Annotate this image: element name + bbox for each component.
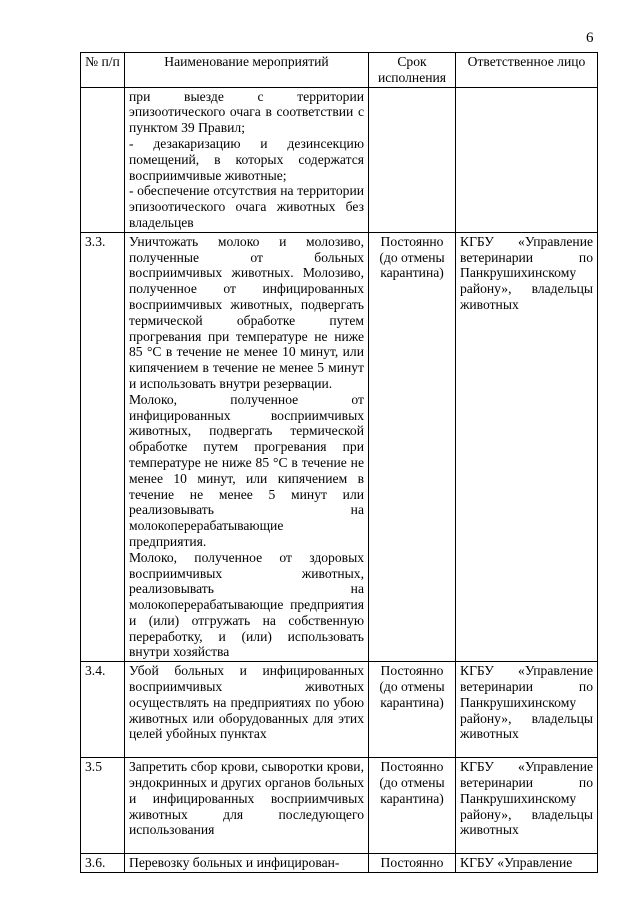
measure-paragraph: Молоко, полученное от здоровых восприимчивых животных, реализовывать на молокоперерабатывающие предприятия и (или) отгружать на собственную переработку, и (или) использовать внутри хозяйства [129,549,364,660]
measure-paragraph: Убой больных и инфицированных восприимчивых животных осуществлять на предприятиях по убою животных или оборудованных для этих целей убойных пунктах [129,663,364,742]
header-number: № п/п [81,53,125,88]
measure-paragraph: - обеспечение отсутствия на территории эпизоотического очага животных без владельцев [129,183,364,230]
measure-cell [125,854,369,873]
measure-paragraph: Уничтожать молоко и молозиво, полученные от больных восприимчивых животных. Молозиво, полученное от инфицированных восприимчивых животных, подвергать термической обработке путем прогревания при температуре не ниже 85 °С в течение не менее 10 минут, или кипячением в течение не менее 5 минут и использовать внутри резервации. [129,233,364,391]
table-header-row [81,53,598,88]
responsible-cell [456,87,598,232]
header-responsible: Ответственное лицо [456,53,598,88]
page-number: 6 [586,30,594,46]
measures-table [80,52,598,873]
header-name: Наименование мероприятий [125,53,369,88]
measure-paragraph: Молоко, полученное от инфицированных восприимчивых животных, подвергать термической обработке путем прогревания при температуре не ниже 85 °С в течение не менее 10 минут, или кипячением в течение не менее 5 минут или реализовывать на молокоперерабатывающие предприятия. [129,391,364,549]
header-term: Срок исполнения [369,53,456,88]
table-row [81,758,598,854]
table-row [81,854,598,873]
row-number: 3.4. [81,662,125,758]
table-row [81,232,598,662]
measure-paragraph: Запретить сбор крови, сыворотки крови, эндокринных и других органов больных и инфицированных восприимчивых животных для последующего использования [129,759,364,838]
term-cell: Постоянно [369,854,456,873]
term-cell: Постоянно (до отмены карантина) [369,758,456,854]
table-row [81,662,598,758]
measure-paragraph: при выезде с территории эпизоотического очага в соответствии с пунктом 39 Правил; [129,88,364,136]
table-row [81,87,598,232]
row-number: 3.3. [81,232,125,662]
term-cell [369,87,456,232]
responsible-cell: КГБУ «Управление ветеринарии по Панкрушихинскому району», владельцы животных [456,232,598,662]
responsible-cell: КГБУ «Управление ветеринарии по Панкрушихинскому району», владельцы животных [456,662,598,758]
measure-paragraph: - дезакаризацию и дезинсекцию помещений, в которых содержатся восприимчивые животные; [129,135,364,183]
measure-cell [125,232,369,662]
measure-cell [125,758,369,854]
term-cell: Постоянно (до отмены карантина) [369,232,456,662]
row-number: 3.5 [81,758,125,854]
responsible-cell: КГБУ «Управление [456,854,598,873]
measure-cell [125,662,369,758]
responsible-cell: КГБУ «Управление ветеринарии по Панкрушихинскому району», владельцы животных [456,758,598,854]
term-cell: Постоянно (до отмены карантина) [369,662,456,758]
row-number-cell [81,87,125,232]
measure-cell [125,87,369,232]
measure-paragraph: Перевозку больных и инфицирован- [129,855,340,871]
row-number: 3.6. [81,854,125,873]
